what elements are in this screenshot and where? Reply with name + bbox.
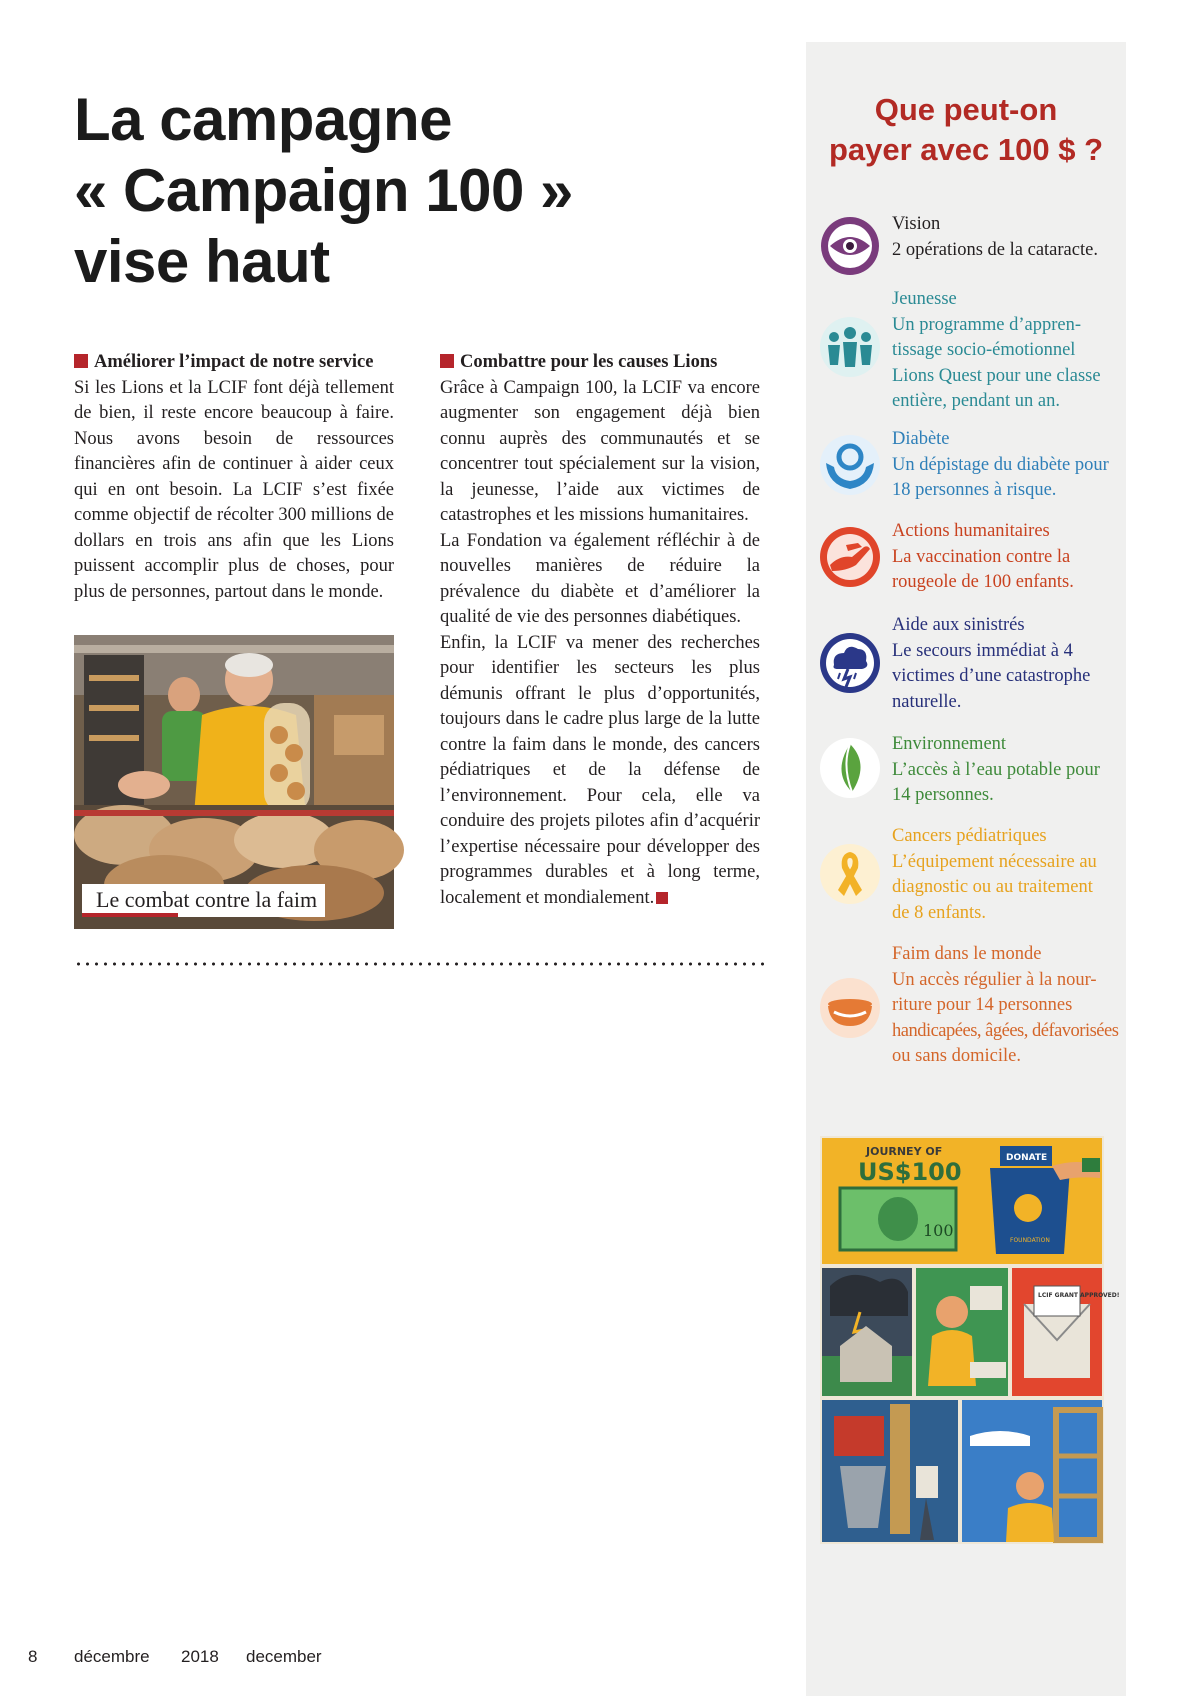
poster-grant-label: LCIF GRANT APPROVED! [1038, 1292, 1120, 1299]
sidebar-item-line: diagnostic ou au traitement [892, 877, 1093, 897]
sidebar-item-text [892, 732, 1128, 809]
poster-foundation-label: FOUNDATION [1010, 1237, 1050, 1244]
section-heading-text: Améliorer l’impact de notre service [94, 352, 374, 372]
sidebar-item-text [892, 613, 1128, 715]
storm-cloud-icon [818, 631, 882, 695]
sidebar-item-line: Un programme d’appren- [892, 314, 1082, 335]
sidebar-item-line: handicapées, âgées, défavorisées [892, 1020, 1119, 1041]
journey-poster [820, 1136, 1120, 1544]
title-line: vise haut [74, 228, 330, 295]
sidebar-title-line: Que peut-on [874, 92, 1058, 127]
paragraph: Si les Lions et la LCIF font déjà tellement de bien, il reste encore beaucoup à faire. Nous avons besoin de ressources financières afin de continuer à aider ceux qui en ont besoin. La LCIF s’est fixée comme objectif de récolter 300 millions de dollars en trois ans afin que les Lions puissent accomplir plus de choses, pour plus de personnes, partout dans le monde. [74, 377, 394, 602]
title-line: « Campaign 100 » [74, 157, 573, 224]
poster-journey-label: JOURNEY OF [866, 1145, 943, 1158]
paragraph-text: Enfin, la LCIF va mener des recherches pour identifier les secteurs les plus démunis offrant le plus d’opportunités, toujours dans le cadre plus large de la lutte contre la faim dans le monde, des cancers pédiatriques et de la défense de l’environnement. Pour cela, elle va conduire des projets pilotes afin d’acquérir l’expertise nécessaire pour développer des programmes durables et à long terme, localement et mondialement. [440, 632, 760, 908]
title-line: La campagne [74, 86, 452, 153]
sidebar-item-text [892, 212, 1128, 263]
footer-month-fr: décembre [74, 1647, 150, 1666]
poster-amount-label: US$100 [858, 1158, 962, 1186]
photo-caption [82, 884, 325, 917]
page-number: 8 [28, 1647, 38, 1666]
ribbon-icon [818, 842, 882, 906]
paragraph: Grâce à Campaign 100, la LCIF va encore augmenter son engagement déjà bien connu auprès des communautés et se concentrer tout spécialement sur la vision, la jeunesse, l’aide aux victimes de catastrophes et les missions humanitaires. [440, 377, 760, 525]
helping-hand-icon [818, 525, 882, 589]
sidebar-item-text [892, 824, 1128, 926]
volunteer-photo [74, 635, 394, 929]
page-title [74, 84, 694, 297]
sidebar-item-line: Le secours immédiat à 4 [892, 640, 1073, 661]
article-column-1 [74, 350, 394, 605]
sidebar-title [806, 90, 1126, 170]
sidebar-item-line: Un dépistage du diabète pour [892, 454, 1109, 475]
sidebar-item-text [892, 519, 1128, 596]
sidebar-item-line: tissage socio-émotionnel [892, 340, 1076, 360]
dotted-divider [74, 961, 764, 967]
sidebar-item-name: Diabète [892, 429, 950, 449]
sidebar-item-line: ou sans domicile. [892, 1046, 1021, 1066]
bowl-icon [818, 976, 882, 1040]
red-square-bullet [440, 354, 454, 368]
sidebar-item-line: victimes d’une catastrophe [892, 666, 1091, 686]
poster-illustration [820, 1136, 1120, 1544]
photo-caption-text: Le combat contre la faim [96, 887, 318, 912]
sidebar-item-line: La vaccination contre la [892, 546, 1071, 567]
sidebar-item-name: Vision [892, 214, 941, 234]
sidebar-item-line: L’équipement nécessaire au [892, 851, 1097, 872]
sidebar-title-line: payer avec 100 $ ? [828, 132, 1104, 167]
poster-donate-label: DONATE [1006, 1153, 1048, 1163]
sidebar-item-name: Jeunesse [892, 289, 957, 309]
hands-person-icon [818, 433, 882, 497]
sidebar-item-line: riture pour 14 personnes [892, 995, 1073, 1015]
section-heading-text: Combattre pour les causes Lions [460, 352, 718, 372]
red-square-bullet [74, 354, 88, 368]
paragraph: La Fondation va également réfléchir à de nouvelles manières de réduire la prévalence du diabète et d’améliorer la qualité de vie des personnes diabétiques. [440, 530, 760, 627]
footer-year: 2018 [181, 1647, 219, 1666]
poster-bill-value: 100 [923, 1221, 954, 1240]
sidebar-item-line: entière, pendant un an. [892, 391, 1060, 411]
sidebar-item-text [892, 942, 1128, 1070]
sidebar-item-name: Aide aux sinistrés [892, 615, 1025, 635]
sidebar-item-name: Cancers pédiatriques [892, 826, 1047, 846]
paragraph [440, 631, 760, 912]
sidebar-item-line: de 8 enfants. [892, 902, 987, 923]
section-heading [74, 350, 394, 376]
children-icon [818, 315, 882, 379]
end-mark [656, 892, 668, 904]
sidebar-item-name: Actions humanitaires [892, 521, 1050, 541]
sidebar-item-line: naturelle. [892, 691, 962, 712]
sidebar-item-name: Faim dans le monde [892, 944, 1042, 964]
sidebar-item-line: 18 personnes à risque. [892, 480, 1057, 500]
article-column-2 [440, 350, 760, 911]
caption-underline [82, 913, 178, 917]
sidebar-item-line: Un accès régulier à la nour- [892, 969, 1097, 990]
sidebar-item-line: 2 opérations de la cataracte. [892, 239, 1098, 260]
sidebar-item-line: Lions Quest pour une classe [892, 365, 1101, 386]
footer-month-en: december [246, 1647, 322, 1666]
sidebar-item-line: L’accès à l’eau potable pour [892, 759, 1100, 780]
leaf-icon [818, 736, 882, 800]
sidebar-item-line: 14 personnes. [892, 785, 994, 805]
sidebar-item-line: rougeole de 100 enfants. [892, 572, 1074, 592]
eye-icon [818, 214, 882, 278]
sidebar-item-text [892, 427, 1128, 504]
sidebar-item-text [892, 287, 1128, 415]
section-heading [440, 350, 760, 376]
sidebar-item-name: Environnement [892, 734, 1007, 754]
